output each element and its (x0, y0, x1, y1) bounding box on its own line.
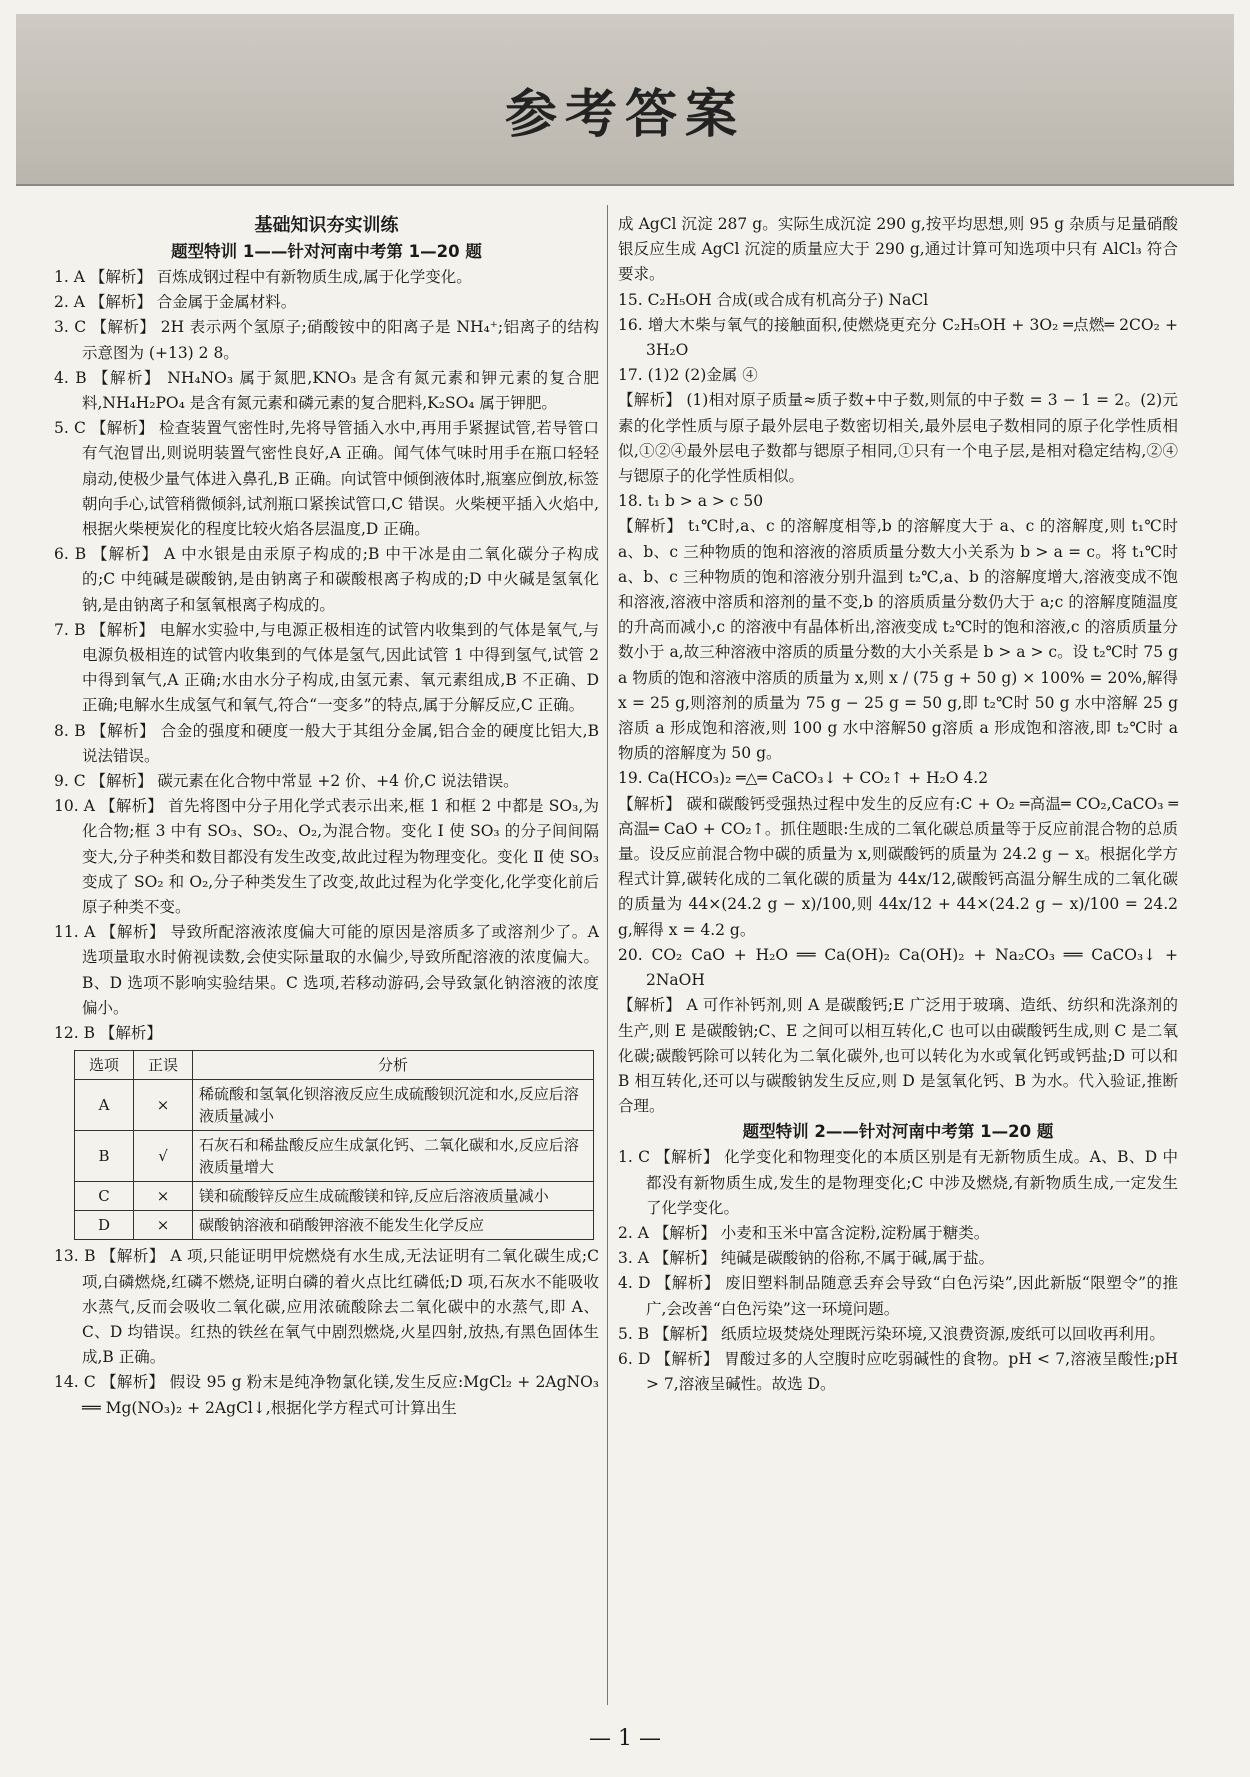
left-column (54, 212, 599, 1421)
table-cell: B (75, 1131, 134, 1182)
answer-item: 9. C 【解析】 碳元素在化合物中常显 +2 价、+4 价,C 说法错误。 (54, 772, 519, 791)
answer-continuation: 成 AgCl 沉淀 287 g。实际生成沉淀 290 g,按平均思想,则 95 g 杂质与足量硝酸银反应生成 AgCl 沉淀的质量应大于 290 g,通过计算可知选项中只有 AlCl₃ 符合要求。 (618, 215, 1178, 284)
table-header: 正误 (134, 1051, 193, 1080)
table-cell: 镁和硫酸锌反应生成硫酸镁和锌,反应后溶液质量减小 (193, 1182, 594, 1211)
table-row (75, 1080, 594, 1131)
answer-item: 19. Ca(HCO₃)₂ ═△═ CaCO₃↓ + CO₂↑ + H₂O 4.2 (618, 769, 989, 788)
answer-analysis: 【解析】 碳和碳酸钙受强热过程中发生的反应有:C + O₂ ═高温═ CO₂,CaCO₃ ═高温═ CaO + CO₂↑。抓住题眼:生成的二氧化碳总质量等于反应前混合物的总质量。设反应前混合物中碳的质量为 x,则碳酸钙的质量为 24.2 g − x。根据化学方程式计算,碳转化成的二氧化碳的质量为 44x/12,碳酸钙高温分解生成的二氧化碳的质量为 44×(24.2 g − x)/100,则 44x/12 + 44×(24.2 g − x)/100 = 24.2 g,解得 x = 4.2 g。 (618, 794, 1178, 939)
answer-item: 12. B 【解析】 (54, 1024, 162, 1043)
table-cell: × (134, 1080, 193, 1131)
answer-item: 5. C 【解析】 检查装置气密性时,先将导管插入水中,再用手紧握试管,若导管口有气泡冒出,则说明装置气密性良好,A 正确。闻气体气味时用手在瓶口轻轻扇动,使极少量气体进入鼻孔,B 正确。向试管中倾倒液体时,瓶塞应倒放,标签朝向手心,试管稍微倾斜,试剂瓶口紧挨试管口,C 错误。火柴梗平插入火焰中,根据火柴梗炭化的程度比较火焰各层温度,D 正确。 (54, 419, 599, 539)
page-title: 参考答案 (504, 85, 745, 145)
page-number: — 1 — (589, 1726, 661, 1751)
answer-analysis: 【解析】 A 可作补钙剂,则 A 是碳酸钙;E 广泛用于玻璃、造纸、纺织和洗涤剂的生产,则 E 是碳酸钠;C、E 之间可以相互转化,C 也可以由碳酸钙生成,则 C 是二氧化碳;碳酸钙除可以转化为二氧化碳外,也可以转化为水或氧化钙或钙盐;D 可以和 B 相互转化,还可以与碳酸钠发生反应,则 D 是氢氧化钙、B 为水。代入验证,推断合理。 (618, 996, 1178, 1116)
answer-analysis: 【解析】 t₁℃时,a、c 的溶解度相等,b 的溶解度大于 a、c 的溶解度,则 t₁℃时 a、b、c 三种物质的饱和溶液的溶质质量分数大小关系为 b > a = c。将 t₁℃时 a、b、c 三种物质的饱和溶液分别升温到 t₂℃,a、b 的溶解度增大,溶液变成不饱和溶液,溶液中溶质和溶剂的量不变,b 的溶质质量分数仍大于 a;c 的溶解度随温度的升高而减小,c 的溶液中有晶体析出,溶液变成 t₂℃时的饱和溶液,c 的溶质质量分数小于 a,故三种溶液中溶质的质量分数的大小关系是 b > a > c。设 t₂℃时 75 g a 物质的饱和溶液中溶质的质量为 x,则 x / (75 g + 50 g) × 100% = 20%,解得 x = 25 g,则溶剂的质量为 75 g − 25 g = 50 g,即 t₂℃时 50 g 水中溶解 25 g 溶质 a 形成饱和溶液,则 100 g 水中溶解50 g溶质 a 形成饱和溶液,即 t₂℃时 a 物质的溶解度为 50 g。 (618, 517, 1178, 763)
answer-item: 2. A 【解析】 小麦和玉米中富含淀粉,淀粉属于糖类。 (618, 1223, 990, 1242)
table-cell: 稀硫酸和氢氧化钡溶液反应生成硫酸钡沉淀和水,反应后溶液质量减小 (193, 1080, 594, 1131)
answer-item: 11. A 【解析】 导致所配溶液浓度偏大可能的原因是溶质多了或溶剂少了。A 选项量取水时俯视读数,会使实际量取的水偏少,导致所配溶液的浓度偏大。B、D 选项不影响实验结果。C 选项,若移动游码,会导致氯化钠溶液的浓度偏小。 (54, 923, 599, 1017)
answer-item: 17. (1)2 (2)金属 ④ (618, 366, 758, 385)
answer-item: 20. CO₂ CaO + H₂O ══ Ca(OH)₂ Ca(OH)₂ + Na₂CO₃ ══ CaCO₃↓ + 2NaOH (618, 945, 1178, 990)
answer-item: 14. C 【解析】 假设 95 g 粉末是纯净物氯化镁,发生反应:MgCl₂ + 2AgNO₃ ══ Mg(NO₃)₂ + 2AgCl↓,根据化学方程式可计算出生 (54, 1373, 599, 1417)
answer-item: 3. A 【解析】 纯碱是碳酸钠的俗称,不属于碱,属于盐。 (618, 1249, 995, 1268)
answer-item: 10. A 【解析】 首先将图中分子用化学式表示出来,框 1 和框 2 中都是 SO₃,为化合物;框 3 中有 SO₃、SO₂、O₂,为混合物。变化 Ⅰ 使 SO₃ 的分子间间隔变大,分子种类和数目都没有发生改变,故此过程为物理变化。变化 Ⅱ 使 SO₃ 变成了 SO₂ 和 O₂,分子种类发生了改变,故此过程为化学变化,化学变化前后原子种类不变。 (54, 797, 599, 917)
table-row (75, 1182, 594, 1211)
analysis-table (74, 1050, 594, 1240)
answer-item: 1. A 【解析】 百炼成钢过程中有新物质生成,属于化学变化。 (54, 268, 472, 286)
section-heading: 基础知识夯实训练 (254, 215, 399, 236)
table-header-row (75, 1051, 594, 1080)
table-row (75, 1211, 594, 1240)
answer-item: 13. B 【解析】 A 项,只能证明甲烷燃烧有水生成,无法证明有二氧化碳生成;C 项,白磷燃烧,红磷不燃烧,证明白磷的着火点比红磷低;D 项,石灰水不能吸收水蒸气,反而会吸收二氧化碳,应用浓硫酸除去二氧化碳中的水蒸气,即 A、C、D 均错误。红热的铁丝在氧气中剧烈燃烧,火星四射,放热,有黑色固体生成,B 正确。 (54, 1247, 599, 1367)
answer-item: 2. A 【解析】 合金属于金属材料。 (54, 293, 297, 312)
answer-item: 4. B 【解析】 NH₄NO₃ 属于氮肥,KNO₃ 是含有氮元素和钾元素的复合肥料,NH₄H₂PO₄ 是含有氮元素和磷元素的复合肥料,K₂SO₄ 属于钾肥。 (54, 368, 599, 413)
answer-item: 1. C 【解析】 化学变化和物理变化的本质区别是有无新物质生成。A、B、D 中都没有新物质生成,发生的是物理变化;C 中涉及燃烧,有新物质生成,一定发生了化学变化。 (618, 1148, 1178, 1217)
answer-item: 7. B 【解析】 电解水实验中,与电源正极相连的试管内收集到的气体是氧气,与电源负极相连的试管内收集到的气体是氢气,因此试管 1 中得到氢气,试管 2 中得到氧气,A 正确;水由水分子构成,由氢元素、氧元素组成,B 不正确、D 正确;电解水生成氢气和氧气,符合“一变多”的特点,属于分解反应,C 正确。 (54, 620, 599, 715)
answer-item: 4. D 【解析】 废旧塑料制品随意丢弃会导致“白色污染”,因此新版“限塑令”的推广,会改善“白色污染”这一环境问题。 (618, 1274, 1178, 1318)
table-cell: √ (134, 1131, 193, 1182)
header-banner (16, 14, 1234, 186)
right-column (618, 212, 1178, 1397)
answer-item: 5. B 【解析】 纸质垃圾焚烧处理既污染环境,又浪费资源,废纸可以回收再利用。 (618, 1324, 1165, 1343)
table-cell: D (75, 1211, 134, 1240)
section-subheading: 题型特训 1——针对河南中考第 1—20 题 (171, 242, 482, 261)
answer-item: 6. D 【解析】 胃酸过多的人空腹时应吃弱碱性的食物。pH < 7,溶液呈酸性;pH > 7,溶液呈碱性。故选 D。 (618, 1349, 1178, 1394)
table-header: 分析 (193, 1051, 594, 1080)
table-header: 选项 (75, 1051, 134, 1080)
answer-item: 15. C₂H₅OH 合成(或合成有机高分子) NaCl (618, 290, 929, 309)
table-cell: 石灰石和稀盐酸反应生成氯化钙、二氧化碳和水,反应后溶液质量增大 (193, 1131, 594, 1182)
answer-item: 6. B 【解析】 A 中水银是由汞原子构成的;B 中干冰是由二氧化碳分子构成的;C 中纯碱是碳酸钠,是由钠离子和碳酸根离子构成的;D 中火碱是氢氧化钠,是由钠离子和氢氧根离子构成的。 (54, 545, 599, 614)
table-cell: C (75, 1182, 134, 1211)
table-cell: 碳酸钠溶液和硝酸钾溶液不能发生化学反应 (193, 1211, 594, 1240)
answer-item: 8. B 【解析】 合金的强度和硬度一般大于其组分金属,铝合金的硬度比铝大,B 说法错误。 (54, 721, 599, 765)
answer-analysis: 【解析】 (1)相对原子质量≈质子数+中子数,则氚的中子数 = 3 − 1 = 2。(2)元素的化学性质与原子最外层电子数密切相关,最外层电子数相同的原子化学性质相似,①②④最外层电子数都与锶原子相同,①只有一个电子层,是相对稳定结构,②④与锶原子的化学性质相似。 (618, 391, 1178, 486)
table-cell: A (75, 1080, 134, 1131)
table-cell: × (134, 1182, 193, 1211)
answer-item: 18. t₁ b > a > c 50 (618, 492, 764, 511)
table-cell: × (134, 1211, 193, 1240)
column-divider (607, 205, 608, 1705)
section-subheading: 题型特训 2——针对河南中考第 1—20 题 (742, 1122, 1054, 1142)
answer-item: 16. 增大木柴与氧气的接触面积,使燃烧更充分 C₂H₅OH + 3O₂ ═点燃═ 2CO₂ + 3H₂O (618, 315, 1178, 360)
answer-item: 3. C 【解析】 2H 表示两个氢原子;硝酸铵中的阳离子是 NH₄⁺;铝离子的结构示意图为 (+13) 2 8。 (54, 318, 599, 362)
table-row (75, 1131, 594, 1182)
